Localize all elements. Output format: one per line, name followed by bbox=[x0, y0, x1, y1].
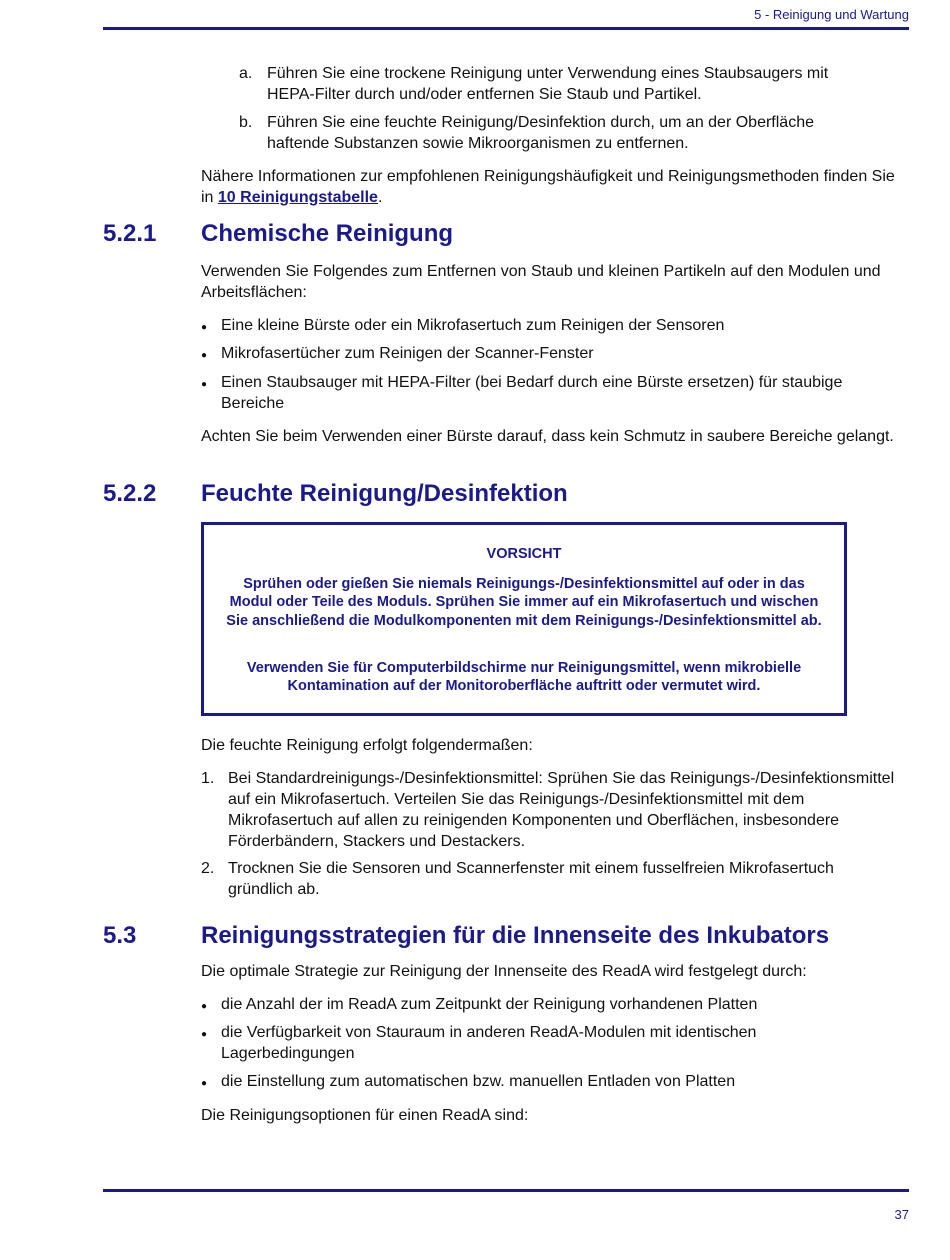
caution-paragraph: Verwenden Sie für Computerbildschirme nur Reinigungsmittel, wenn mikrobielle Kontamination auf der Monitoroberfläche auftritt oder vermutet wird. bbox=[246, 660, 802, 695]
section-intro: Die optimale Strategie zur Reinigung der Innenseite des ReadA wird festgelegt durch: bbox=[201, 963, 807, 980]
info-text: Nähere Informationen zur empfohlenen Reinigungshäufigkeit und Reinigungsmethoden finden Sie in bbox=[201, 168, 895, 206]
footer-rule bbox=[103, 1189, 909, 1192]
bullet-icon: ● bbox=[201, 350, 208, 361]
list-marker: 2. bbox=[201, 860, 215, 877]
section-title: Feuchte Reinigung/Desinfektion bbox=[201, 480, 568, 507]
list-item bbox=[201, 343, 891, 364]
list-marker: 1. bbox=[201, 770, 215, 787]
info-paragraph bbox=[201, 166, 896, 208]
list-item-text: die Einstellung zum automatischen bzw. manuellen Entladen von Platten bbox=[221, 1073, 736, 1090]
list-item-text: Führen Sie eine feuchte Reinigung/Desinfektion durch, um an der Oberfläche haftende Substanzen sowie Mikroorganismen zu entfernen. bbox=[267, 114, 814, 152]
list-item bbox=[201, 315, 891, 336]
section-number: 5.3 bbox=[103, 922, 137, 949]
section-title: Reinigungsstrategien für die Innenseite des Inkubators bbox=[201, 922, 830, 949]
list-item bbox=[201, 372, 891, 414]
section-number: 5.2.1 bbox=[103, 220, 157, 247]
section-closing: Die Reinigungsoptionen für einen ReadA sind: bbox=[201, 1107, 529, 1124]
list-item-text: Einen Staubsauger mit HEPA-Filter (bei Bedarf durch eine Bürste ersetzen) für staubige Bereiche bbox=[221, 374, 843, 412]
list-marker: b. bbox=[239, 114, 253, 131]
list-item bbox=[201, 858, 896, 900]
section-title: Chemische Reinigung bbox=[201, 220, 454, 247]
header-rule bbox=[103, 27, 909, 30]
caution-box bbox=[201, 522, 847, 716]
list-marker: a. bbox=[239, 65, 253, 82]
list-item-text: Eine kleine Bürste oder ein Mikrofasertuch zum Reinigen der Sensoren bbox=[221, 317, 725, 334]
list-item bbox=[201, 1022, 891, 1064]
list-item-text: die Verfügbarkeit von Stauraum in anderen ReadA-Modulen mit identischen Lagerbedingungen bbox=[221, 1024, 757, 1062]
info-text-end: . bbox=[377, 189, 383, 206]
caution-paragraph: Sprühen oder gießen Sie niemals Reinigungs-/Desinfektionsmittel auf oder in das Modul oder Teile des Moduls. Sprühen Sie immer auf ein Mikrofasertuch und wischen Sie anschließend die Modulkomponenten mit dem Reinigungs-/Desinfektionsmittel ab. bbox=[226, 576, 822, 629]
section-intro: Die feuchte Reinigung erfolgt folgendermaßen: bbox=[201, 737, 533, 754]
caution-title: VORSICHT bbox=[486, 546, 562, 562]
list-item-text: Trocknen Sie die Sensoren und Scannerfenster mit einem fusselfreien Mikrofasertuch gründlich ab. bbox=[228, 860, 834, 898]
page-number: 37 bbox=[894, 1207, 909, 1222]
list-item-text: Führen Sie eine trockene Reinigung unter Verwendung eines Staubsaugers mit HEPA-Filter durch und/oder entfernen Sie Staub und Partikel. bbox=[267, 65, 829, 103]
list-item bbox=[201, 1071, 891, 1092]
list-item bbox=[239, 63, 879, 105]
bullet-icon: ● bbox=[201, 1029, 208, 1040]
bullet-icon: ● bbox=[201, 1078, 208, 1089]
list-item bbox=[239, 112, 879, 154]
list-item bbox=[201, 994, 891, 1015]
cleaning-table-link[interactable]: 10 Reinigungstabelle bbox=[217, 189, 378, 206]
list-item-text: Bei Standardreinigungs-/Desinfektionsmittel: Sprühen Sie das Reinigungs-/Desinfektionsmittel auf ein Mikrofasertuch. Verteilen Sie das Reinigungs-/Desinfektionsmittel mit dem Mikrofasertuch auf allen zu reinigenden Komponenten und Oberflächen, insbesondere Förderbändern, Stackers und Destackers. bbox=[228, 770, 895, 850]
list-item-text: Mikrofasertücher zum Reinigen der Scanner-Fenster bbox=[221, 345, 594, 362]
bullet-icon: ● bbox=[201, 1001, 208, 1012]
section-intro: Verwenden Sie Folgendes zum Entfernen von Staub und kleinen Partikeln auf den Modulen und Arbeitsflächen: bbox=[201, 263, 881, 301]
bullet-icon: ● bbox=[201, 379, 208, 390]
section-number: 5.2.2 bbox=[103, 480, 157, 507]
section-note: Achten Sie beim Verwenden einer Bürste darauf, dass kein Schmutz in saubere Bereiche gelangt. bbox=[201, 428, 894, 445]
list-item-text: die Anzahl der im ReadA zum Zeitpunkt der Reinigung vorhandenen Platten bbox=[221, 996, 758, 1013]
list-item bbox=[201, 768, 896, 852]
running-header: 5 - Reinigung und Wartung bbox=[754, 7, 909, 22]
bullet-icon: ● bbox=[201, 322, 208, 333]
